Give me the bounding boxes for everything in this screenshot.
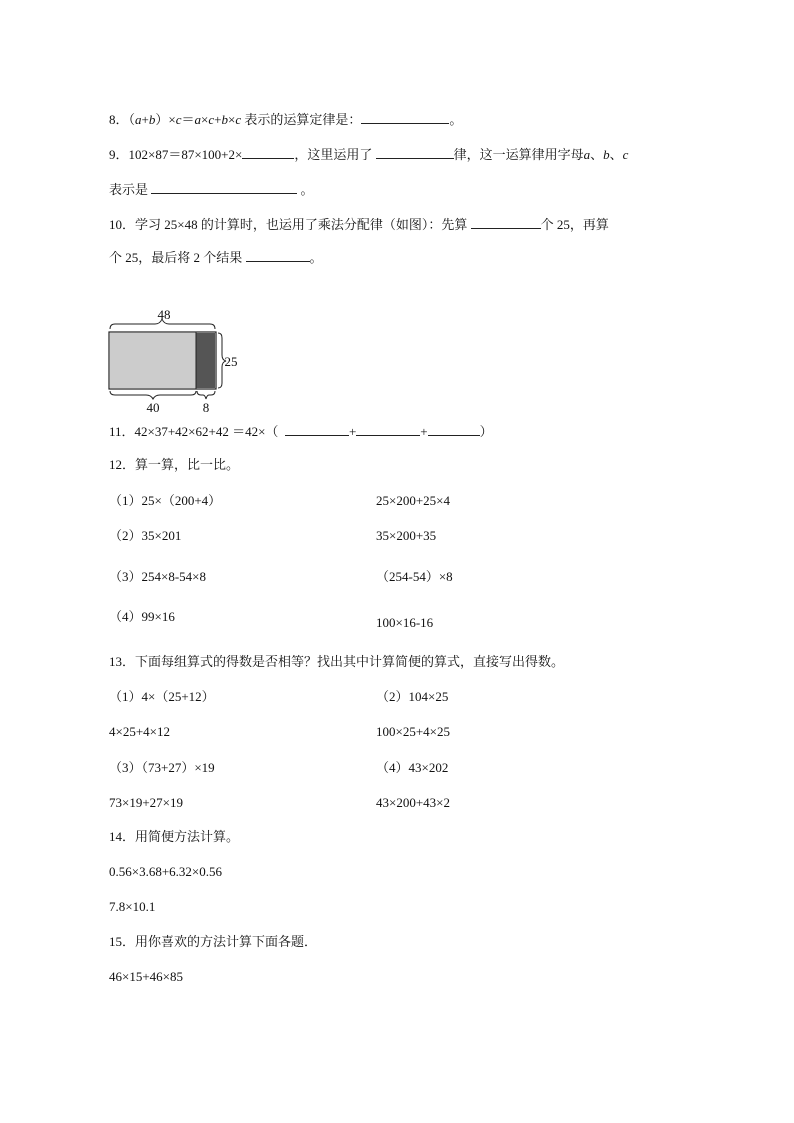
q13-item4-a: 73×19+27×19 [109,795,183,810]
question-10-line-1: 10．学习 25×48 的计算时，也运用了乘法分配律（如图）：先算 个 25，再算 [109,217,609,232]
q13-item2-a: 4×25+4×12 [109,724,170,739]
q13-item1-b: （2）104×25 [376,689,449,704]
q12-row3-right: （254-54）×8 [376,569,453,584]
q12-row1-left: （1）25×（200+4） [109,493,222,508]
q13-item1-a: （1）4×（25+12） [109,689,215,704]
q12-row1-right: 25×200+25×4 [376,493,450,508]
q11-blank-1[interactable] [285,422,349,436]
bottom-right-label: 8 [202,400,210,415]
dark-region [196,333,215,388]
question-8: 8．（a+b）×c＝a×c+b×c 表示的运算定律是： 。 [109,112,463,127]
q12-title: 12．算一算，比一比。 [109,457,240,472]
q13-item3-b: （4）43×202 [376,760,449,775]
q9-blank-1[interactable] [242,145,294,159]
q11-blank-3[interactable] [428,422,480,436]
q9-blank-3[interactable] [151,180,297,194]
q12-row2-right: 35×200+35 [376,528,437,543]
right-label: 25 [224,354,238,369]
q10-blank-1[interactable] [471,215,541,229]
bottom-left-brace [110,391,196,399]
q12-row3-left: （3）254×8-54×8 [109,569,206,584]
q13-title: 13．下面每组算式的得数是否相等？找出其中计算简便的算式，直接写出得数。 [109,654,565,669]
question-11: 11．42×37+42×62+42 ＝42×（ + + ） [109,424,493,439]
question-9-line-1: 9．102×87＝87×100+2× ，这里运用了 律，这一运算律用字母a、b、c [109,147,629,162]
q13-item2-b: 100×25+4×25 [376,724,450,739]
q14-title: 14．用简便方法计算。 [109,829,240,844]
q8-number: 8． [109,112,129,127]
question-10-line-2: 个 25，最后将 2 个结果 。 [109,250,323,265]
q12-row4-left: （4）99×16 [109,609,175,624]
distributive-figure [100,305,260,420]
q10-blank-2[interactable] [246,248,310,262]
q9-blank-2[interactable] [376,145,454,159]
top-label: 48 [157,307,171,322]
q8-answer-blank[interactable] [361,110,449,124]
q13-item4-b: 43×200+43×2 [376,795,450,810]
q13-item3-a: （3）（73+27）×19 [109,760,215,775]
q15-title: 15．用你喜欢的方法计算下面各题． [109,934,318,949]
q14-expr-1: 0.56×3.68+6.32×0.56 [109,864,222,879]
q15-expr-1: 46×15+46×85 [109,969,183,984]
bottom-left-label: 40 [146,400,160,415]
q12-row4-right: 100×16-16 [376,615,434,630]
q12-row2-left: （2）35×201 [109,528,182,543]
q14-expr-2: 7.8×10.1 [109,899,156,914]
light-region [110,333,196,388]
q11-blank-2[interactable] [356,422,420,436]
bottom-right-brace [197,391,215,399]
question-9-line-2: 表示是 。 [109,182,314,197]
